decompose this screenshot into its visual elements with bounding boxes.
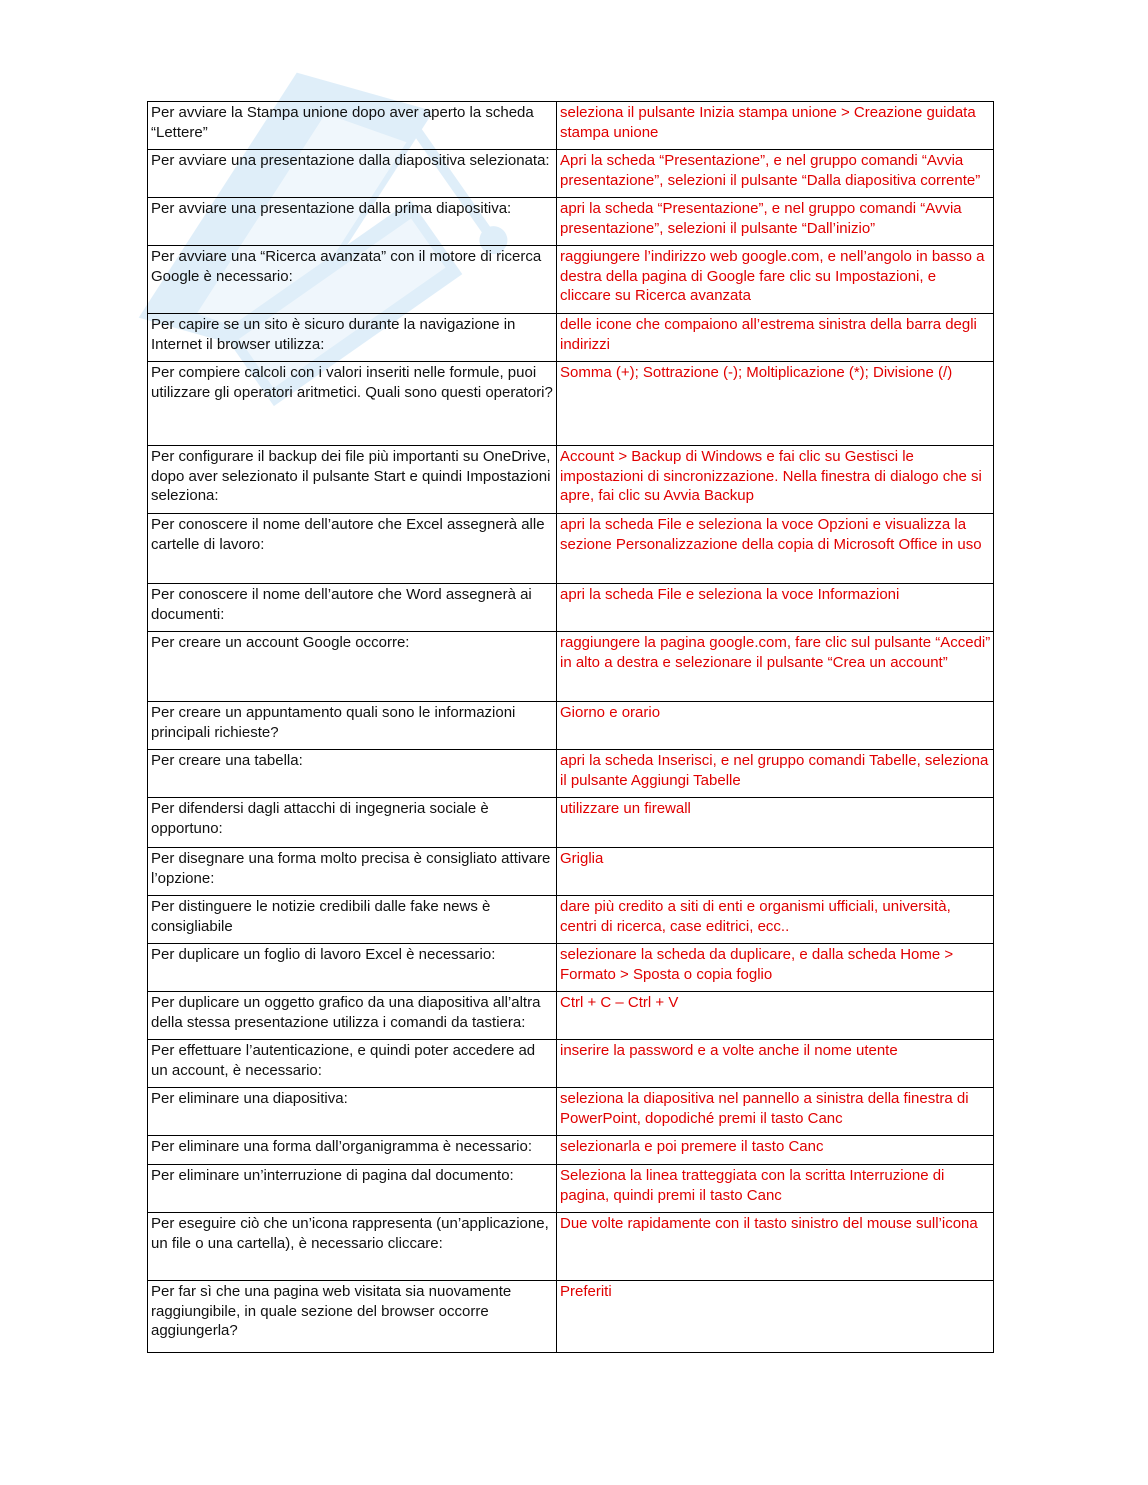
question-cell: Per avviare una “Ricerca avanzata” con il motore di ricerca Google è necessario: — [148, 246, 557, 314]
table-row — [148, 198, 994, 246]
table-row — [148, 362, 994, 446]
question-cell: Per eliminare una diapositiva: — [148, 1088, 557, 1136]
table-row — [148, 1281, 994, 1353]
table-row — [148, 514, 994, 584]
question-cell: Per effettuare l’autenticazione, e quindi poter accedere ad un account, è necessario: — [148, 1040, 557, 1088]
answer-cell: Preferiti — [557, 1281, 994, 1353]
answer-cell: seleziona il pulsante Inizia stampa unione > Creazione guidata stampa unione — [557, 102, 994, 150]
table-row — [148, 314, 994, 362]
table-row — [148, 944, 994, 992]
question-cell: Per disegnare una forma molto precisa è consigliato attivare l’opzione: — [148, 848, 557, 896]
question-cell: Per avviare una presentazione dalla diapositiva selezionata: — [148, 150, 557, 198]
answer-cell: Account > Backup di Windows e fai clic su Gestisci le impostazioni di sincronizzazione. Nella finestra di dialogo che si apre, fai clic su Avvia Backup — [557, 446, 994, 514]
question-cell: Per creare una tabella: — [148, 750, 557, 798]
table-row — [148, 1040, 994, 1088]
answer-cell: Somma (+); Sottrazione (-); Moltiplicazione (*); Divisione (/) — [557, 362, 994, 446]
table-row — [148, 150, 994, 198]
answer-cell: Due volte rapidamente con il tasto sinistro del mouse sull’icona — [557, 1213, 994, 1281]
answer-cell: selezionare la scheda da duplicare, e dalla scheda Home > Formato > Sposta o copia foglio — [557, 944, 994, 992]
answer-cell: apri la scheda Inserisci, e nel gruppo comandi Tabelle, seleziona il pulsante Aggiungi Tabelle — [557, 750, 994, 798]
question-cell: Per duplicare un foglio di lavoro Excel è necessario: — [148, 944, 557, 992]
table-row — [148, 584, 994, 632]
table-row — [148, 798, 994, 848]
question-cell: Per creare un account Google occorre: — [148, 632, 557, 702]
table-row — [148, 1136, 994, 1165]
table-row — [148, 848, 994, 896]
question-cell: Per eliminare una forma dall’organigramma è necessario: — [148, 1136, 557, 1165]
question-cell: Per eliminare un’interruzione di pagina dal documento: — [148, 1165, 557, 1213]
answer-cell: Ctrl + C – Ctrl + V — [557, 992, 994, 1040]
answer-cell: inserire la password e a volte anche il nome utente — [557, 1040, 994, 1088]
question-cell: Per compiere calcoli con i valori inseriti nelle formule, puoi utilizzare gli operatori aritmetici. Quali sono questi operatori? — [148, 362, 557, 446]
table-row — [148, 632, 994, 702]
answer-cell: Griglia — [557, 848, 994, 896]
answer-cell: raggiungere l’indirizzo web google.com, e nell’angolo in basso a destra della pagina di Google fare clic su Impostazioni, e cliccare su Ricerca avanzata — [557, 246, 994, 314]
table-row — [148, 446, 994, 514]
table-row — [148, 992, 994, 1040]
table-row — [148, 750, 994, 798]
table-row — [148, 1165, 994, 1213]
question-cell: Per conoscere il nome dell’autore che Excel assegnerà alle cartelle di lavoro: — [148, 514, 557, 584]
answer-cell: raggiungere la pagina google.com, fare clic sul pulsante “Accedi” in alto a destra e selezionare il pulsante “Crea un account” — [557, 632, 994, 702]
answer-cell: Giorno e orario — [557, 702, 994, 750]
answer-cell: Seleziona la linea tratteggiata con la scritta Interruzione di pagina, quindi premi il tasto Canc — [557, 1165, 994, 1213]
answer-cell: utilizzare un firewall — [557, 798, 994, 848]
answer-cell: apri la scheda “Presentazione”, e nel gruppo comandi “Avvia presentazione”, selezioni il pulsante “Dall’inizio” — [557, 198, 994, 246]
question-cell: Per creare un appuntamento quali sono le informazioni principali richieste? — [148, 702, 557, 750]
question-cell: Per configurare il backup dei file più importanti su OneDrive, dopo aver selezionato il pulsante Start e quindi Impostazioni seleziona: — [148, 446, 557, 514]
table-row — [148, 102, 994, 150]
answer-cell: dare più credito a siti di enti e organismi ufficiali, università, centri di ricerca, case editrici, ecc.. — [557, 896, 994, 944]
question-cell: Per capire se un sito è sicuro durante la navigazione in Internet il browser utilizza: — [148, 314, 557, 362]
question-cell: Per difendersi dagli attacchi di ingegneria sociale è opportuno: — [148, 798, 557, 848]
qa-table — [147, 101, 994, 1353]
question-cell: Per conoscere il nome dell’autore che Word assegnerà ai documenti: — [148, 584, 557, 632]
question-cell: Per far sì che una pagina web visitata sia nuovamente raggiungibile, in quale sezione del browser occorre aggiungerla? — [148, 1281, 557, 1353]
answer-cell: apri la scheda File e seleziona la voce Informazioni — [557, 584, 994, 632]
answer-cell: delle icone che compaiono all’estrema sinistra della barra degli indirizzi — [557, 314, 994, 362]
table-row — [148, 1088, 994, 1136]
question-cell: Per eseguire ciò che un’icona rappresenta (un’applicazione, un file o una cartella), è necessario cliccare: — [148, 1213, 557, 1281]
answer-cell: Apri la scheda “Presentazione”, e nel gruppo comandi “Avvia presentazione”, selezioni il pulsante “Dalla diapositiva corrente” — [557, 150, 994, 198]
table-row — [148, 246, 994, 314]
question-cell: Per distinguere le notizie credibili dalle fake news è consigliabile — [148, 896, 557, 944]
answer-cell: apri la scheda File e seleziona la voce Opzioni e visualizza la sezione Personalizzazione della copia di Microsoft Office in uso — [557, 514, 994, 584]
table-row — [148, 896, 994, 944]
question-cell: Per avviare la Stampa unione dopo aver aperto la scheda “Lettere” — [148, 102, 557, 150]
table-row — [148, 1213, 994, 1281]
answer-cell: selezionarla e poi premere il tasto Canc — [557, 1136, 994, 1165]
answer-cell: seleziona la diapositiva nel pannello a sinistra della finestra di PowerPoint, dopodiché premi il tasto Canc — [557, 1088, 994, 1136]
question-cell: Per duplicare un oggetto grafico da una diapositiva all’altra della stessa presentazione utilizza i comandi da tastiera: — [148, 992, 557, 1040]
table-row — [148, 702, 994, 750]
question-cell: Per avviare una presentazione dalla prima diapositiva: — [148, 198, 557, 246]
